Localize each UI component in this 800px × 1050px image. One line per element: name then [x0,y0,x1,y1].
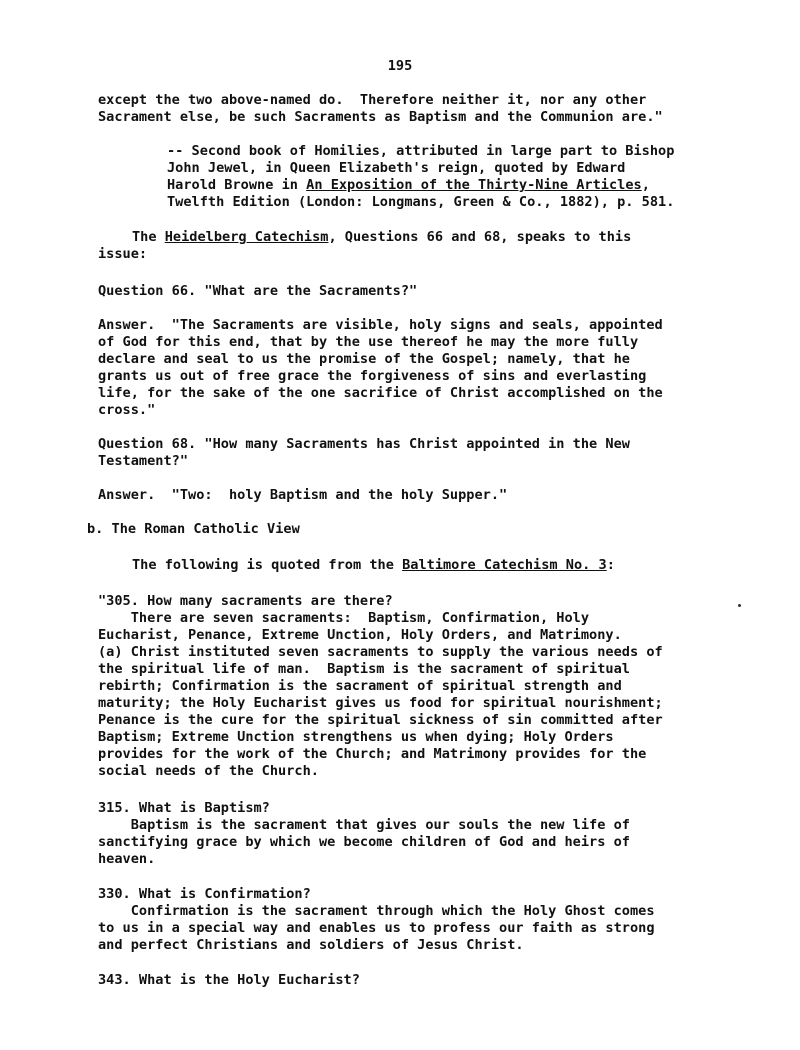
text-line: (a) Christ instituted seven sacraments to supply the various needs of [98,644,663,660]
intro-suffix: : [606,557,615,573]
citation-suffix: , [641,177,650,193]
text-line: maturity; the Holy Eucharist gives us food for spiritual nourishment; [98,695,663,711]
text-line: Answer. "Two: holy Baptism and the holy Supper." [98,487,508,503]
homilies-citation [167,143,767,211]
question-315 [98,800,738,868]
text-line [98,557,738,574]
baltimore-title: Baltimore Catechism No. 3 [402,557,607,573]
baltimore-intro [98,557,738,574]
text-line: 315. What is Baptism? [98,800,270,816]
answer-68 [98,487,738,504]
citation-prefix: Harold Browne in [167,177,307,193]
heidelberg-title: Heidelberg Catechism [164,229,329,245]
intro-suffix: , Questions 66 and 68, speaks to this [328,229,632,245]
text-line: the spiritual life of man. Baptism is the sacrament of spiritual [98,661,630,677]
heidelberg-intro [98,229,738,263]
text-line: and perfect Christians and soldiers of Jesus Christ. [98,937,524,953]
text-line: John Jewel, in Queen Elizabeth's reign, quoted by Edward [167,160,626,176]
text-line: Answer. "The Sacraments are visible, holy signs and seals, appointed [98,317,663,333]
text-line: -- Second book of Homilies, attributed in large part to Bishop [167,143,675,159]
stray-mark [738,604,741,607]
text-line: "305. How many sacraments are there? [98,593,393,609]
text-line: heaven. [98,851,156,867]
section-b-heading: b. The Roman Catholic View [87,521,300,537]
text-line: Baptism is the sacrament that gives our souls the new life of [98,817,630,833]
text-line: of God for this end, that by the use thereof he may the more fully [98,334,639,350]
text-line: provides for the work of the Church; and Matrimony provides for the [98,746,647,762]
text-line: rebirth; Confirmation is the sacrament of spiritual strength and [98,678,622,694]
text-line: Twelfth Edition (London: Longmans, Green & Co., 1882), p. 581. [167,194,675,210]
text-line: Sacrament else, be such Sacraments as Baptism and the Communion are." [98,109,663,125]
text-line: Baptism; Extreme Unction strengthens us when dying; Holy Orders [98,729,614,745]
text-line: Testament?" [98,453,189,469]
text-line [167,177,767,194]
answer-66 [98,317,738,419]
text-line: Penance is the cure for the spiritual sickness of sin committed after [98,712,663,728]
text-line: to us in a special way and enables us to profess our faith as strong [98,920,655,936]
text-line: Confirmation is the sacrament through which the Holy Ghost comes [98,903,655,919]
text-line: Question 68. "How many Sacraments has Christ appointed in the New [98,436,630,452]
text-line: Question 66. "What are the Sacraments?" [98,283,418,299]
text-line: Eucharist, Penance, Extreme Unction, Holy Orders, and Matrimony. [98,627,622,643]
text-line: issue: [98,246,148,262]
page-number: 195 [387,58,413,74]
question-343 [98,972,738,989]
text-line: grants us out of free grace the forgiveness of sins and everlasting [98,368,647,384]
question-305 [98,593,738,780]
text-line: declare and seal to us the promise of the Gospel; namely, that he [98,351,630,367]
text-line: 330. What is Confirmation? [98,886,311,902]
question-66 [98,283,738,300]
text-line: except the two above-named do. Therefore neither it, nor any other [98,92,647,108]
text-line: social needs of the Church. [98,763,319,779]
text-line [98,229,738,246]
text-line: There are seven sacraments: Baptism, Confirmation, Holy [98,610,590,626]
text-line: life, for the sake of the one sacrifice of Christ accomplished on the [98,385,663,401]
text-line: sanctifying grace by which we become children of God and heirs of [98,834,630,850]
text-line: 343. What is the Holy Eucharist? [98,972,360,988]
question-68 [98,436,738,470]
question-330 [98,886,738,954]
intro-prefix: The [132,229,165,245]
exposition-title: An Exposition of the Thirty-Nine Articles [306,177,642,193]
text-line: cross." [98,402,156,418]
opening-paragraph [98,92,738,126]
intro-prefix: The following is quoted from the [132,557,403,573]
